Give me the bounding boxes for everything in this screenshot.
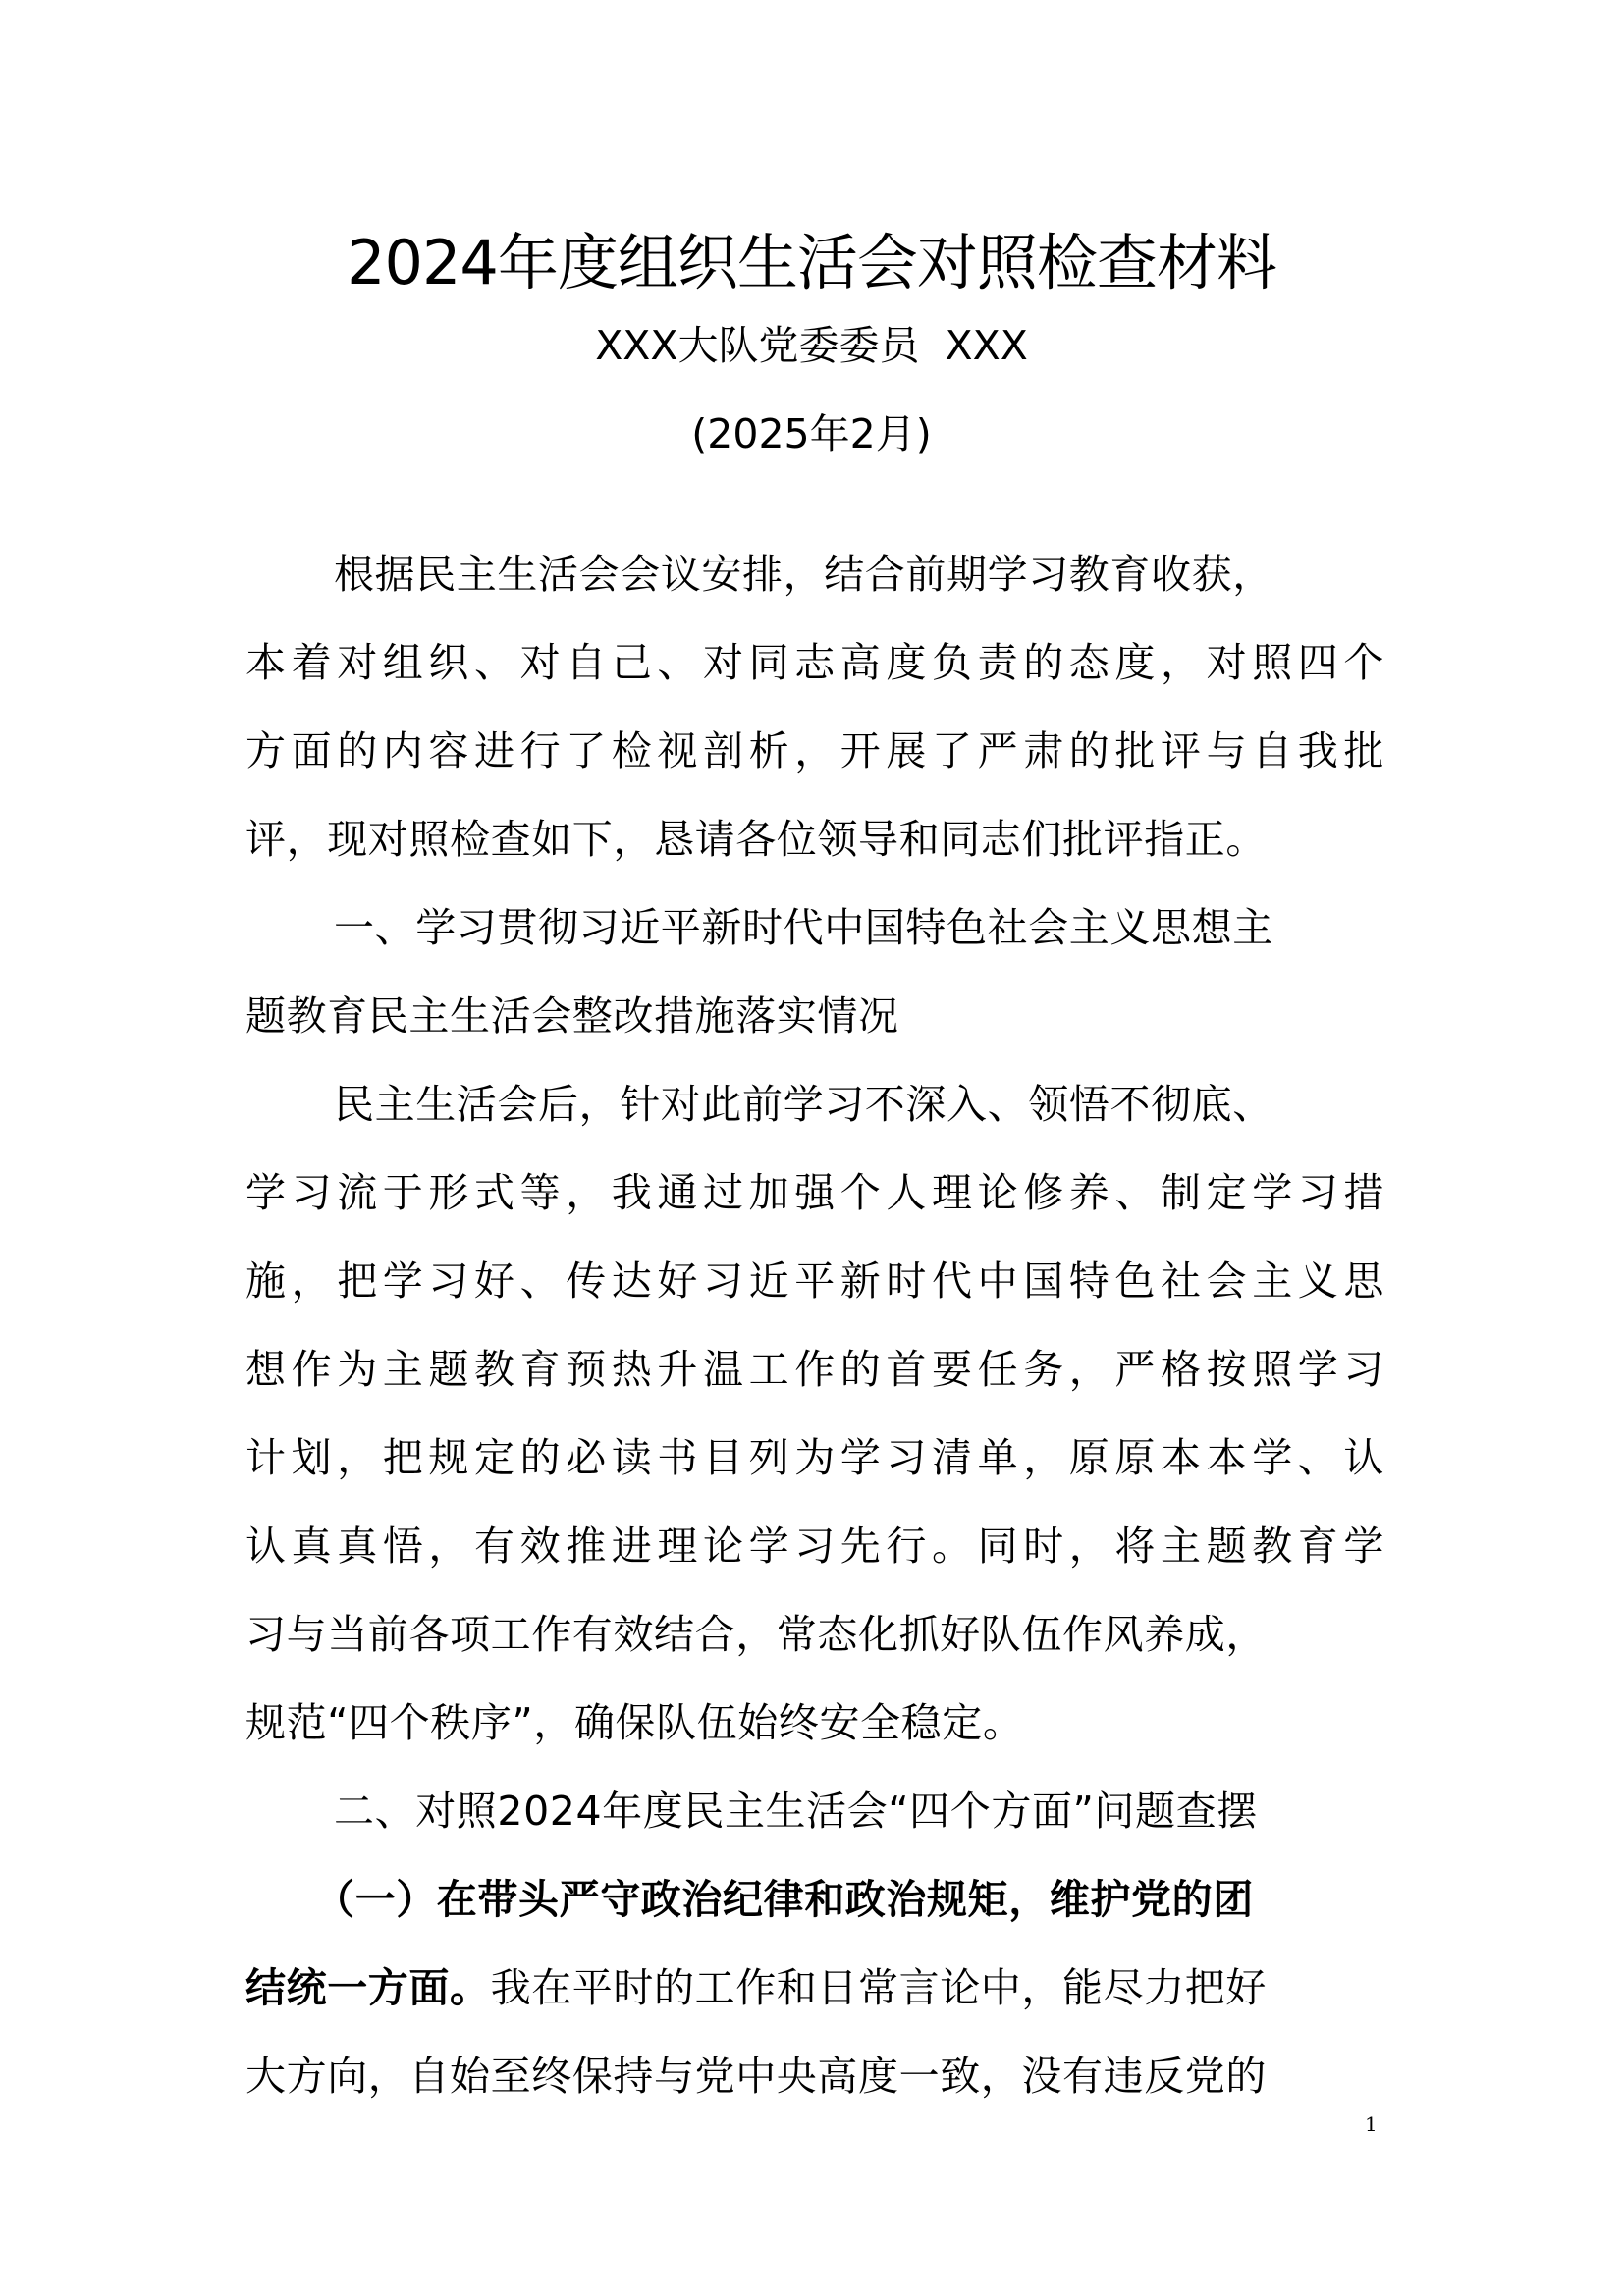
paragraph-section1-line: 认真真悟，有效推进理论学习先行。同时，将主题教育学	[245, 1522, 1384, 1570]
paragraph-intro-line: 方面的内容进行了检视剖析，开展了严肃的批评与自我批	[245, 727, 1384, 774]
paragraph-intro-line: 本着对组织、对自己、对同志高度负责的态度，对照四个	[245, 639, 1384, 686]
document-body	[245, 530, 1384, 2120]
document-date: (2025年2月)	[691, 410, 932, 457]
section-heading-1-line: 题教育民主生活会整改措施落实情况	[245, 992, 899, 1040]
subsection-heading-tail: 结统一方面。	[245, 1964, 491, 2011]
paragraph-section1-line: 学习流于形式等，我通过加强个人理论修养、制定学习措	[245, 1169, 1384, 1216]
document-title: 2024年度组织生活会对照检查材料	[347, 227, 1276, 298]
paragraph-section1-line: 民主生活会后，针对此前学习不深入、领悟不彻底、	[334, 1081, 1273, 1128]
paragraph-section1-line: 习与当前各项工作有效结合，常态化抓好队伍作风养成，	[245, 1611, 1267, 1658]
document-author: XXX大队党委委员 XXX	[595, 322, 1028, 369]
page-number: 1	[1365, 2112, 1378, 2136]
subsection-heading-line: （一）在带头严守政治纪律和政治规矩，维护党的团	[314, 1876, 1254, 1923]
paragraph-section1-line: 施，把学习好、传达好习近平新时代中国特色社会主义思	[245, 1257, 1384, 1305]
section-heading-1-line: 一、学习贯彻习近平新时代中国特色社会主义思想主	[334, 904, 1273, 951]
paragraph-section1-line: 计划，把规定的必读书目列为学习清单，原原本本学、认	[245, 1434, 1384, 1481]
paragraph-section1-line: 想作为主题教育预热升温工作的首要任务，严格按照学习	[245, 1346, 1384, 1393]
paragraph-subsection1-text: 我在平时的工作和日常言论中，能尽力把好	[490, 1964, 1268, 2011]
paragraph-section1-line: 规范“四个秩序”，确保队伍始终安全稳定。	[245, 1699, 1024, 1746]
section-heading-2-line: 二、对照2024年度民主生活会“四个方面”问题查摆	[334, 1788, 1258, 1835]
paragraph-intro-line: 评，现对照检查如下，恳请各位领导和同志们批评指正。	[245, 816, 1267, 863]
paragraph-subsection1-line: 大方向，自始至终保持与党中央高度一致，没有违反党的	[245, 2053, 1267, 2100]
paragraph-subsection1-line	[245, 1944, 1384, 2032]
paragraph-intro-line: 根据民主生活会会议安排，结合前期学习教育收获，	[334, 551, 1273, 598]
